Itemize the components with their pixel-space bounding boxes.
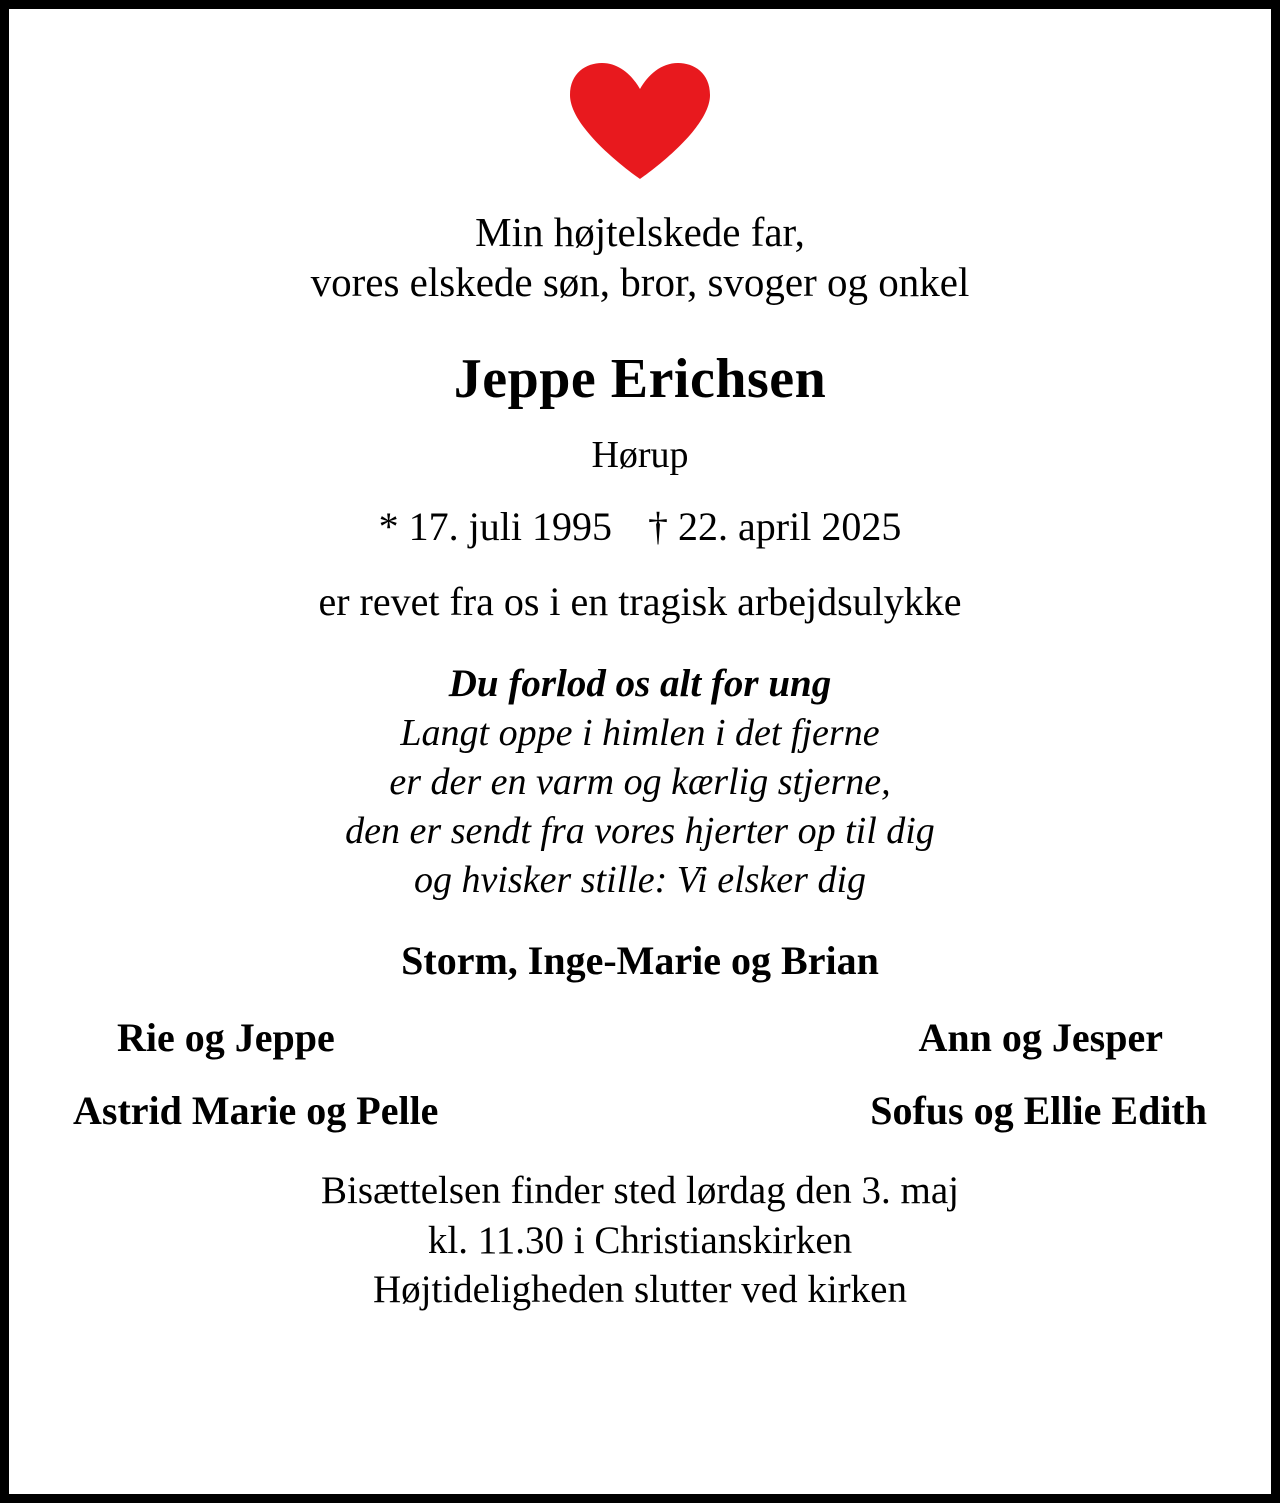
poem-line-3: den er sendt fra vores hjerter op til dig bbox=[345, 810, 935, 853]
survivors-row-right: Sofus og Ellie Edith bbox=[870, 1088, 1207, 1134]
cause-text: er revet fra os i en tragisk arbejdsulykke bbox=[318, 579, 962, 625]
poem-line-1: Langt oppe i himlen i det fjerne bbox=[400, 712, 880, 755]
birth-date: * 17. juli 1995 bbox=[378, 504, 613, 550]
deceased-name: Jeppe Erichsen bbox=[453, 348, 827, 411]
relation-text bbox=[311, 207, 970, 307]
place-name: Hørup bbox=[591, 434, 689, 477]
life-dates bbox=[379, 503, 902, 550]
heart-icon bbox=[566, 61, 714, 181]
relation-line-2: vores elskede søn, bror, svoger og onkel bbox=[310, 259, 970, 306]
poem-line-2: er der en varm og kærlig stjerne, bbox=[389, 761, 891, 804]
survivors-primary: Storm, Inge-Marie og Brian bbox=[401, 938, 879, 984]
survivors-row bbox=[69, 1087, 1211, 1134]
death-date: † 22. april 2025 bbox=[648, 504, 902, 550]
service-line-3: Højtideligheden slutter ved kirken bbox=[373, 1267, 907, 1311]
relation-line-1: Min højtelskede far, bbox=[475, 209, 805, 255]
memorial-poem bbox=[345, 659, 935, 905]
survivors-row-left: Rie og Jeppe bbox=[117, 1015, 335, 1061]
survivors-row-right: Ann og Jesper bbox=[918, 1015, 1163, 1061]
service-details bbox=[321, 1166, 959, 1313]
survivors-row-left: Astrid Marie og Pelle bbox=[73, 1088, 439, 1134]
heart-icon-wrapper bbox=[566, 61, 714, 181]
service-line-1: Bisættelsen finder sted lørdag den 3. maj bbox=[321, 1169, 959, 1213]
poem-title: Du forlod os alt for ung bbox=[448, 662, 832, 706]
survivors-row bbox=[69, 1014, 1211, 1061]
service-line-2: kl. 11.30 i Christianskirken bbox=[427, 1218, 853, 1262]
poem-line-4: og hvisker stille: Vi elsker dig bbox=[413, 859, 866, 902]
